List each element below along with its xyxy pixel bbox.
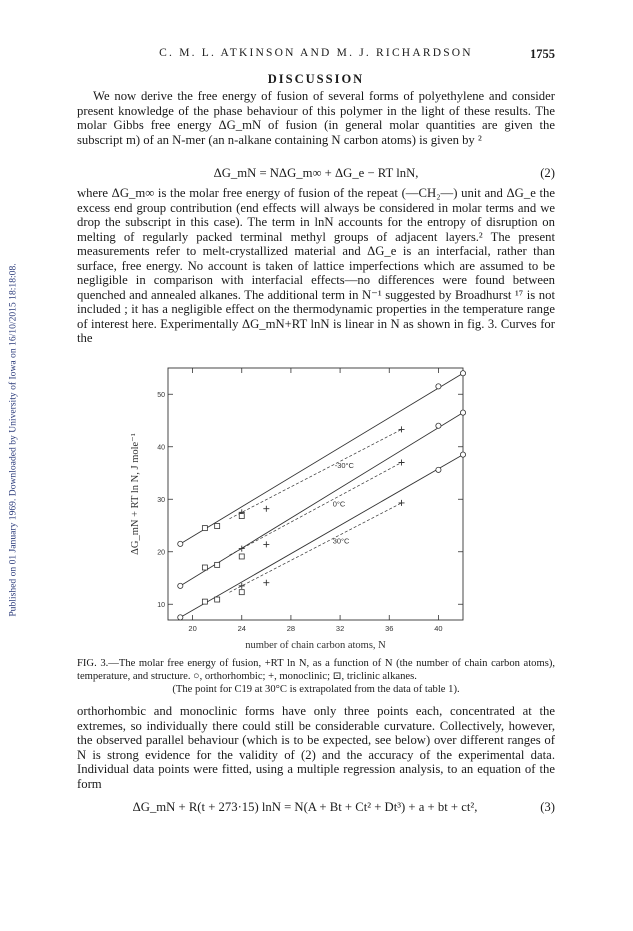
monoclinic-point <box>263 580 269 586</box>
triclinic-point <box>202 565 207 570</box>
fit-line <box>180 455 463 618</box>
orthorhombic-point <box>436 467 441 472</box>
publication-note: Published on 01 January 1969. Downloaded by University of Iowa on 16/10/2015 18:18:08. <box>7 263 19 617</box>
series-2 <box>178 452 466 620</box>
x-tick-label: 28 <box>286 624 296 633</box>
triclinic-point <box>215 524 220 529</box>
orthorhombic-point <box>436 384 441 389</box>
series-1 <box>178 410 466 588</box>
triclinic-point <box>215 562 220 567</box>
monoclinic-point <box>239 583 245 589</box>
running-head: C. M. L. ATKINSON AND M. J. RICHARDSON <box>159 47 473 59</box>
section-title: DISCUSSION <box>267 72 365 86</box>
series-temperature-label: 0°C <box>332 499 346 509</box>
x-tick-label: 32 <box>335 624 345 633</box>
series-temperature-label: 30°C <box>332 536 350 546</box>
figure-caption <box>77 658 555 696</box>
caption-text: FIG. 3.—The molar free energy of fusion, +RT ln N, as a function of N (the number of chain carbon atoms), temperature, and structure. ○, orthorhombic; +, monoclinic; ⊡, triclinic alkanes. <box>77 658 555 682</box>
equation-3-number: (3) <box>540 800 555 814</box>
equation-2-number: (2) <box>540 166 555 180</box>
orthorhombic-point <box>178 615 183 620</box>
triclinic-point <box>202 526 207 531</box>
free-energy-chart <box>118 360 508 660</box>
triclinic-point <box>239 590 244 595</box>
paragraph-intro: We now derive the free energy of fusion of several forms of polyethylene and consider present knowledge of the phase behaviour of this polymer in the light of these results. The molar Gibbs free energy ΔG_mN of fusion (in general molar quantities are given the subscript m) of an N-mer (an n-alkane containing N carbon atoms) is given by ² <box>77 89 555 147</box>
fit-line <box>180 373 463 544</box>
x-tick-label: 24 <box>237 624 246 633</box>
series-0 <box>178 371 466 547</box>
orthorhombic-point <box>460 452 465 457</box>
monoclinic-point <box>399 426 405 432</box>
y-tick-label: 20 <box>157 549 165 557</box>
figure-3 <box>118 360 508 660</box>
paragraph-definitions: where ΔG_m∞ is the molar free energy of fusion of the repeat (—CH₂—) unit and ΔG_e the excess end group contribution (end effects will always be considered in molar terms and we drop the subscript in this case). The term in lnN accounts for the entropy of disruption on melting of regularly packed terminal methyl groups of adjacent layers.² The present measurements refer to melt-crystallized material and ΔG_e is an interfacial, rather than surface, free energy. No account is taken of lattice imperfections which are assumed to be negligible in comparison with interfacial effects—no differences were found between quenched and annealed alkanes. The additional term in N⁻¹ suggested by Broadhurst ¹⁷ is not included ; it has a negligible effect on the thermodynamic properties in the temperature range of interest here. Experimentally ΔG_mN+RT lnN is linear in N as shown in fig. 3. Curves for the <box>77 186 555 346</box>
equation-2-body: ΔG_mN = NΔG_m∞ + ΔG_e − RT lnN, <box>213 166 419 180</box>
page-number: 1755 <box>530 47 555 61</box>
monoclinic-point <box>399 460 405 466</box>
x-tick-label: 20 <box>188 624 197 633</box>
orthorhombic-point <box>436 423 441 428</box>
triclinic-point <box>239 554 244 559</box>
y-tick-label: 30 <box>157 496 165 504</box>
x-tick-label: 40 <box>434 624 443 633</box>
monoclinic-dashed-line <box>229 503 401 592</box>
triclinic-point <box>215 597 220 602</box>
y-tick-label: 10 <box>157 601 165 609</box>
monoclinic-dashed-line <box>229 460 401 556</box>
caption-note: (The point for C19 at 30°C is extrapolated from the data of table 1). <box>172 683 460 695</box>
equation-2 <box>77 166 555 182</box>
y-tick-label: 50 <box>157 391 165 399</box>
orthorhombic-point <box>460 410 465 415</box>
page-header <box>77 47 555 63</box>
orthorhombic-point <box>178 583 183 588</box>
plot-frame <box>168 368 463 620</box>
triclinic-point <box>202 599 207 604</box>
y-tick-label: 40 <box>157 444 165 452</box>
publication-sidebar <box>2 180 24 700</box>
monoclinic-point <box>263 506 269 512</box>
equation-3 <box>77 800 555 816</box>
y-axis-label: ΔG_mN + RT ln N, J mole⁻¹ <box>130 433 141 555</box>
monoclinic-point <box>263 541 269 547</box>
fit-line <box>180 413 463 586</box>
series-temperature-label: -30°C <box>334 460 354 470</box>
orthorhombic-point <box>178 541 183 546</box>
orthorhombic-point <box>460 371 465 376</box>
triclinic-point <box>239 514 244 519</box>
equation-3-body: ΔG_mN + R(t + 273·15) lnN = N(A + Bt + Ct² + Dt³) + a + bt + ct², <box>132 800 478 814</box>
x-axis-label: number of chain carbon atoms, N <box>245 640 386 651</box>
paragraph-discussion: orthorhombic and monoclinic forms have only three points each, concentrated at the extremes, so individually there could still be considerable curvature. Collectively, however, the observed parallel behaviour (which is to be expected, see below) over different ranges of N is strong evidence for the validity of (2) and the accuracy of the experimental data. Individual data points were fitted, using a multiple regression analysis, to an equation of the form <box>77 704 555 791</box>
monoclinic-point <box>399 500 405 506</box>
x-tick-label: 36 <box>385 624 394 633</box>
